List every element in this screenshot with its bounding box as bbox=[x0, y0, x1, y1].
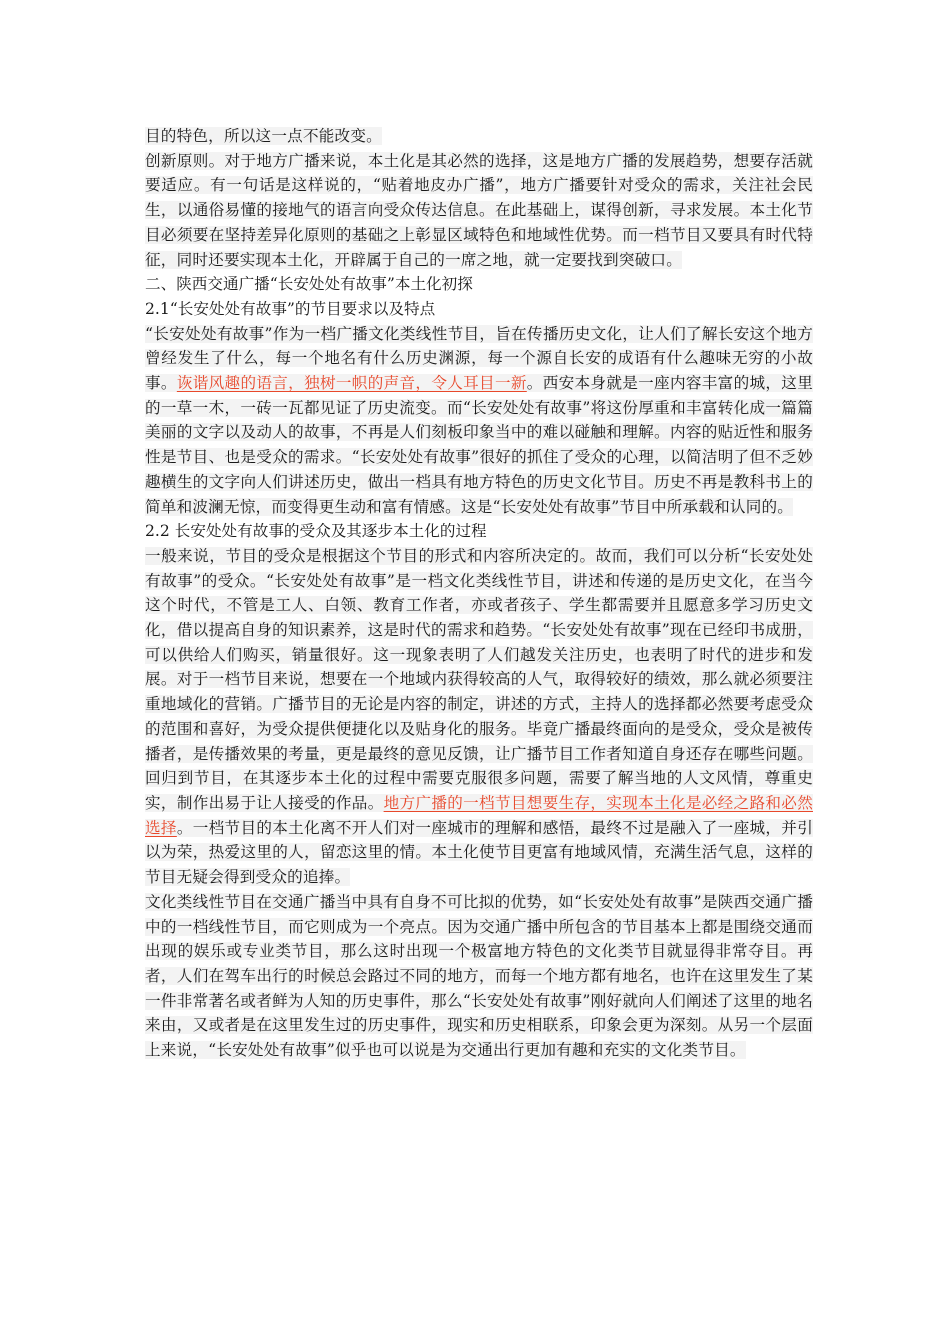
p21-highlighted-phrase: 诙谐风趣的语言，独树一帜的声音，令人耳目一新 bbox=[176, 374, 527, 393]
document-body bbox=[145, 124, 813, 1063]
subsection-2-1-title: 2.1“长安处处有故事”的节目要求以及特点 bbox=[145, 299, 436, 318]
p21-text-b: 。西安本身就是一座内容丰富的城，这里的一草一木，一砖一瓦都见证了历史流变。而“长安处处有故事”将这份厚重和丰富转化成一篇篇美丽的文字以及动人的故事，不再是人们刻板印象当中的难以碰触和理解。内容的贴近性和服务性是节目、也是受众的需求。“长安处处有故事”很好的抓住了受众的心理，以简洁明了但不乏妙趣横生的文字向人们讲述历史，做出一档具有地方特色的历史文化节目。历史不再是教科书上的简单和波澜无惊，而变得更生动和富有情感。这是“长安处处有故事”节目中所承载和认同的。 bbox=[145, 374, 813, 516]
p22-text-b: 。一档节目的本土化离不开人们对一座城市的理解和感悟，最终不过是融入了一座城，并引以为荣，热爱这里的人，留恋这里的情。本土化使节目更富有地域风情，充满生活气息，这样的节目无疑会得到受众的追捧。 bbox=[145, 818, 813, 887]
p22-text-a: 一般来说，节目的受众是根据这个节目的形式和内容所决定的。故而，我们可以分析“长安处处有故事”的受众。“长安处处有故事”是一档文化类线性节目，讲述和传递的是历史文化，在当今这个时代，不管是工人、白领、教育工作者，亦或者孩子、学生都需要并且愿意多学习历史文化，借以提高自身的知识素养，这是时代的需求和趋势。“长安处处有故事”现在已经印书成册，可以供给人们购买，销量很好。这一现象表明了人们越发关注历史，也表明了时代的进步和发展。对于一档节目来说，想要在一个地域内获得较高的人气，取得较好的绩效，那么就必须要注重地域化的营销。广播节目的无论是内容的制定，讲述的方式，主持人的选择都必然要考虑受众的范围和喜好，为受众提供便捷化以及贴身化的服务。毕竟广播最终面向的是受众，受众是被传播者，是传播效果的考量，更是最终的意见反馈，让广播节目工作者知道自身还存在哪些问题。回归到节目，在其逐步本土化的过程中需要克服很多问题，需要了解当地的人文风情，尊重史实，制作出易于让人接受的作品。 bbox=[145, 546, 813, 812]
paragraph-2-2 bbox=[145, 544, 813, 890]
section-2-title: 二、陕西交通广播“长安处处有故事”本土化初探 bbox=[145, 275, 473, 294]
p21-text-a: “长安处处有故事”作为一档广播文化类线性节目，旨在传播历史文化，让人们了解长安这个地方曾经发生了什么，每一个地名有什么历史渊源，每一个源自长安的成语有什么趣味无穷的小故事。 bbox=[145, 324, 813, 393]
innovation-text: 创新原则。对于地方广播来说，本土化是其必然的选择，这是地方广播的发展趋势，想要存活就要适应。有一句话是这样说的，“贴着地皮办广播”，地方广播要针对受众的需求，关注社会民生，以通俗易懂的接地气的语言向受众传达信息。在此基础上，谋得创新，寻求发展。本土化节目必须要在坚持差异化原则的基础之上彰显区域特色和地域性优势。而一档节目又要具有时代特征，同时还要实现本土化，开辟属于自己的一席之地，就一定要找到突破口。 bbox=[145, 151, 813, 269]
p22-highlighted-phrase: 地方广播的一档节目想要生存，实现本土化是必经之路和必然选择 bbox=[145, 793, 813, 837]
subsection-2-2-title: 2.2 长安处处有故事的受众及其逐步本土化的过程 bbox=[145, 522, 487, 541]
paragraph-traffic-radio bbox=[145, 890, 813, 1063]
traffic-text: 文化类线性节目在交通广播当中具有自身不可比拟的优势，如“长安处处有故事”是陕西交通广播中的一档线性节目，而它则成为一个亮点。因为交通广播中所包含的节目基本上都是围绕交通而出现的娱乐或专业类节目，那么这时出现一个极富地方特色的文化类节目就显得非常夺目。再者，人们在驾车出行的时候总会路过不同的地方，而每一个地方都有地名，也许在这里发生了某一件非常著名或者鲜为人知的历史事件，那么“长安处处有故事”刚好就向人们阐述了这里的地名来由，又或者是在这里发生过的历史事件，现实和历史相联系，印象会更为深刻。从另一个层面上来说，“长安处处有故事”似乎也可以说是为交通出行更加有趣和充实的文化类节目。 bbox=[145, 892, 813, 1060]
paragraph-innovation-principle bbox=[145, 149, 813, 273]
intro-tail-text: 目的特色，所以这一点不能改变。 bbox=[145, 127, 382, 145]
paragraph-intro-tail bbox=[145, 124, 813, 149]
paragraph-2-1 bbox=[145, 322, 813, 520]
